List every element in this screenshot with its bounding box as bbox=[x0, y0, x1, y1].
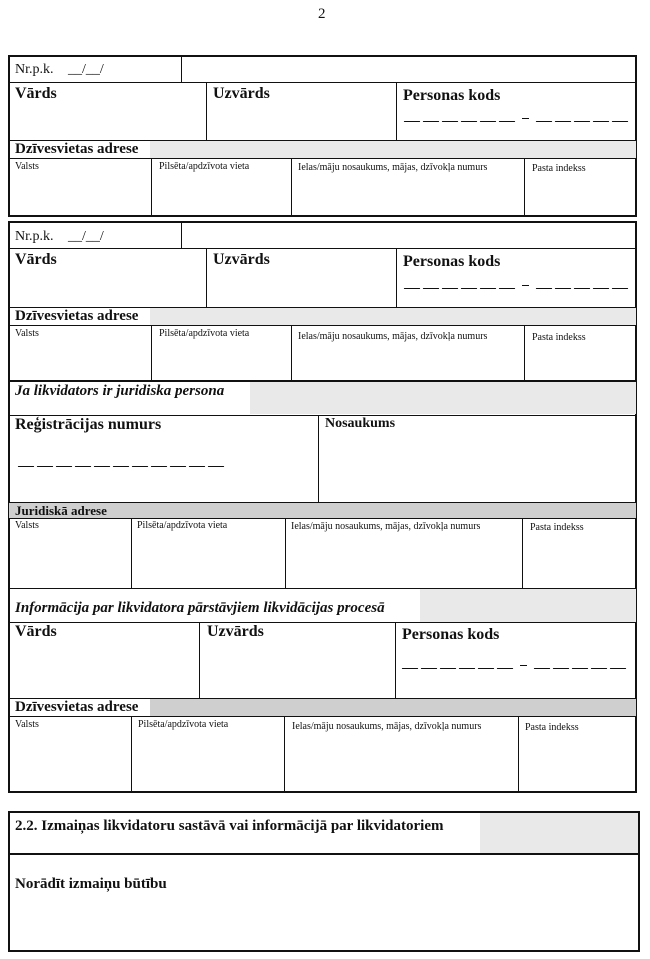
personal-code-label: Personas kods bbox=[403, 253, 501, 270]
legal-address-label: Juridiskā adrese bbox=[15, 503, 107, 518]
personal-code-field[interactable] bbox=[404, 285, 628, 289]
residence-address-label: Dzīvesvietas adrese bbox=[15, 141, 139, 157]
last-name-label: Uzvārds bbox=[213, 251, 270, 268]
changes-section-title: 2.2. Izmaiņas likvidatoru sastāvā vai informācijā par likvidatoriem bbox=[15, 818, 444, 834]
personal-code-label: Personas kods bbox=[402, 626, 500, 643]
country-label: Valsts bbox=[15, 328, 39, 339]
nr-pk-label: Nr.p.k. bbox=[15, 62, 54, 77]
legal-person-section-title: Ja likvidators ir juridiska persona bbox=[15, 383, 225, 399]
nr-pk-field[interactable]: __/__/ bbox=[68, 62, 104, 77]
changes-description-label: Norādīt izmaiņu būtību bbox=[15, 876, 167, 892]
liquidator-block-1 bbox=[8, 55, 637, 217]
country-label: Valsts bbox=[15, 719, 39, 730]
first-name-label: Vārds bbox=[15, 85, 57, 102]
city-label: Pilsēta/apdzīvota vieta bbox=[137, 520, 228, 531]
first-name-label: Vārds bbox=[15, 251, 57, 268]
postal-code-label: Pasta indekss bbox=[525, 722, 579, 733]
city-label: Pilsēta/apdzīvota vieta bbox=[138, 719, 229, 730]
last-name-label: Uzvārds bbox=[207, 623, 264, 640]
street-label: Ielas/māju nosaukums, mājas, dzīvokļa numurs bbox=[298, 162, 488, 173]
personal-code-field[interactable] bbox=[402, 665, 626, 669]
changes-description-field[interactable] bbox=[10, 900, 638, 950]
postal-code-label: Pasta indekss bbox=[532, 332, 586, 343]
city-label: Pilsēta/apdzīvota vieta bbox=[159, 328, 250, 339]
residence-address-label: Dzīvesvietas adrese bbox=[15, 699, 139, 715]
last-name-label: Uzvārds bbox=[213, 85, 270, 102]
registration-number-label: Reģistrācijas numurs bbox=[15, 416, 162, 433]
street-label: Ielas/māju nosaukums, mājas, dzīvokļa numurs bbox=[291, 521, 481, 532]
personal-code-field[interactable] bbox=[404, 118, 628, 122]
page-number: 2 bbox=[318, 6, 326, 22]
country-label: Valsts bbox=[15, 520, 39, 531]
first-name-label: Vārds bbox=[15, 623, 57, 640]
postal-code-label: Pasta indekss bbox=[532, 163, 586, 174]
residence-address-label: Dzīvesvietas adrese bbox=[15, 308, 139, 324]
registration-number-field[interactable] bbox=[18, 466, 224, 467]
city-label: Pilsēta/apdzīvota vieta bbox=[159, 161, 250, 172]
country-label: Valsts bbox=[15, 161, 39, 172]
nr-pk-field[interactable]: __/__/ bbox=[68, 229, 104, 244]
street-label: Ielas/māju nosaukums, mājas, dzīvokļa numurs bbox=[292, 721, 482, 732]
nr-pk-label: Nr.p.k. bbox=[15, 229, 54, 244]
street-label: Ielas/māju nosaukums, mājas, dzīvokļa numurs bbox=[298, 331, 488, 342]
company-name-label: Nosaukums bbox=[325, 416, 396, 431]
representatives-section-title: Informācija par likvidatora pārstāvjiem likvidācijas procesā bbox=[15, 600, 385, 616]
personal-code-label: Personas kods bbox=[403, 87, 501, 104]
postal-code-label: Pasta indekss bbox=[530, 522, 584, 533]
